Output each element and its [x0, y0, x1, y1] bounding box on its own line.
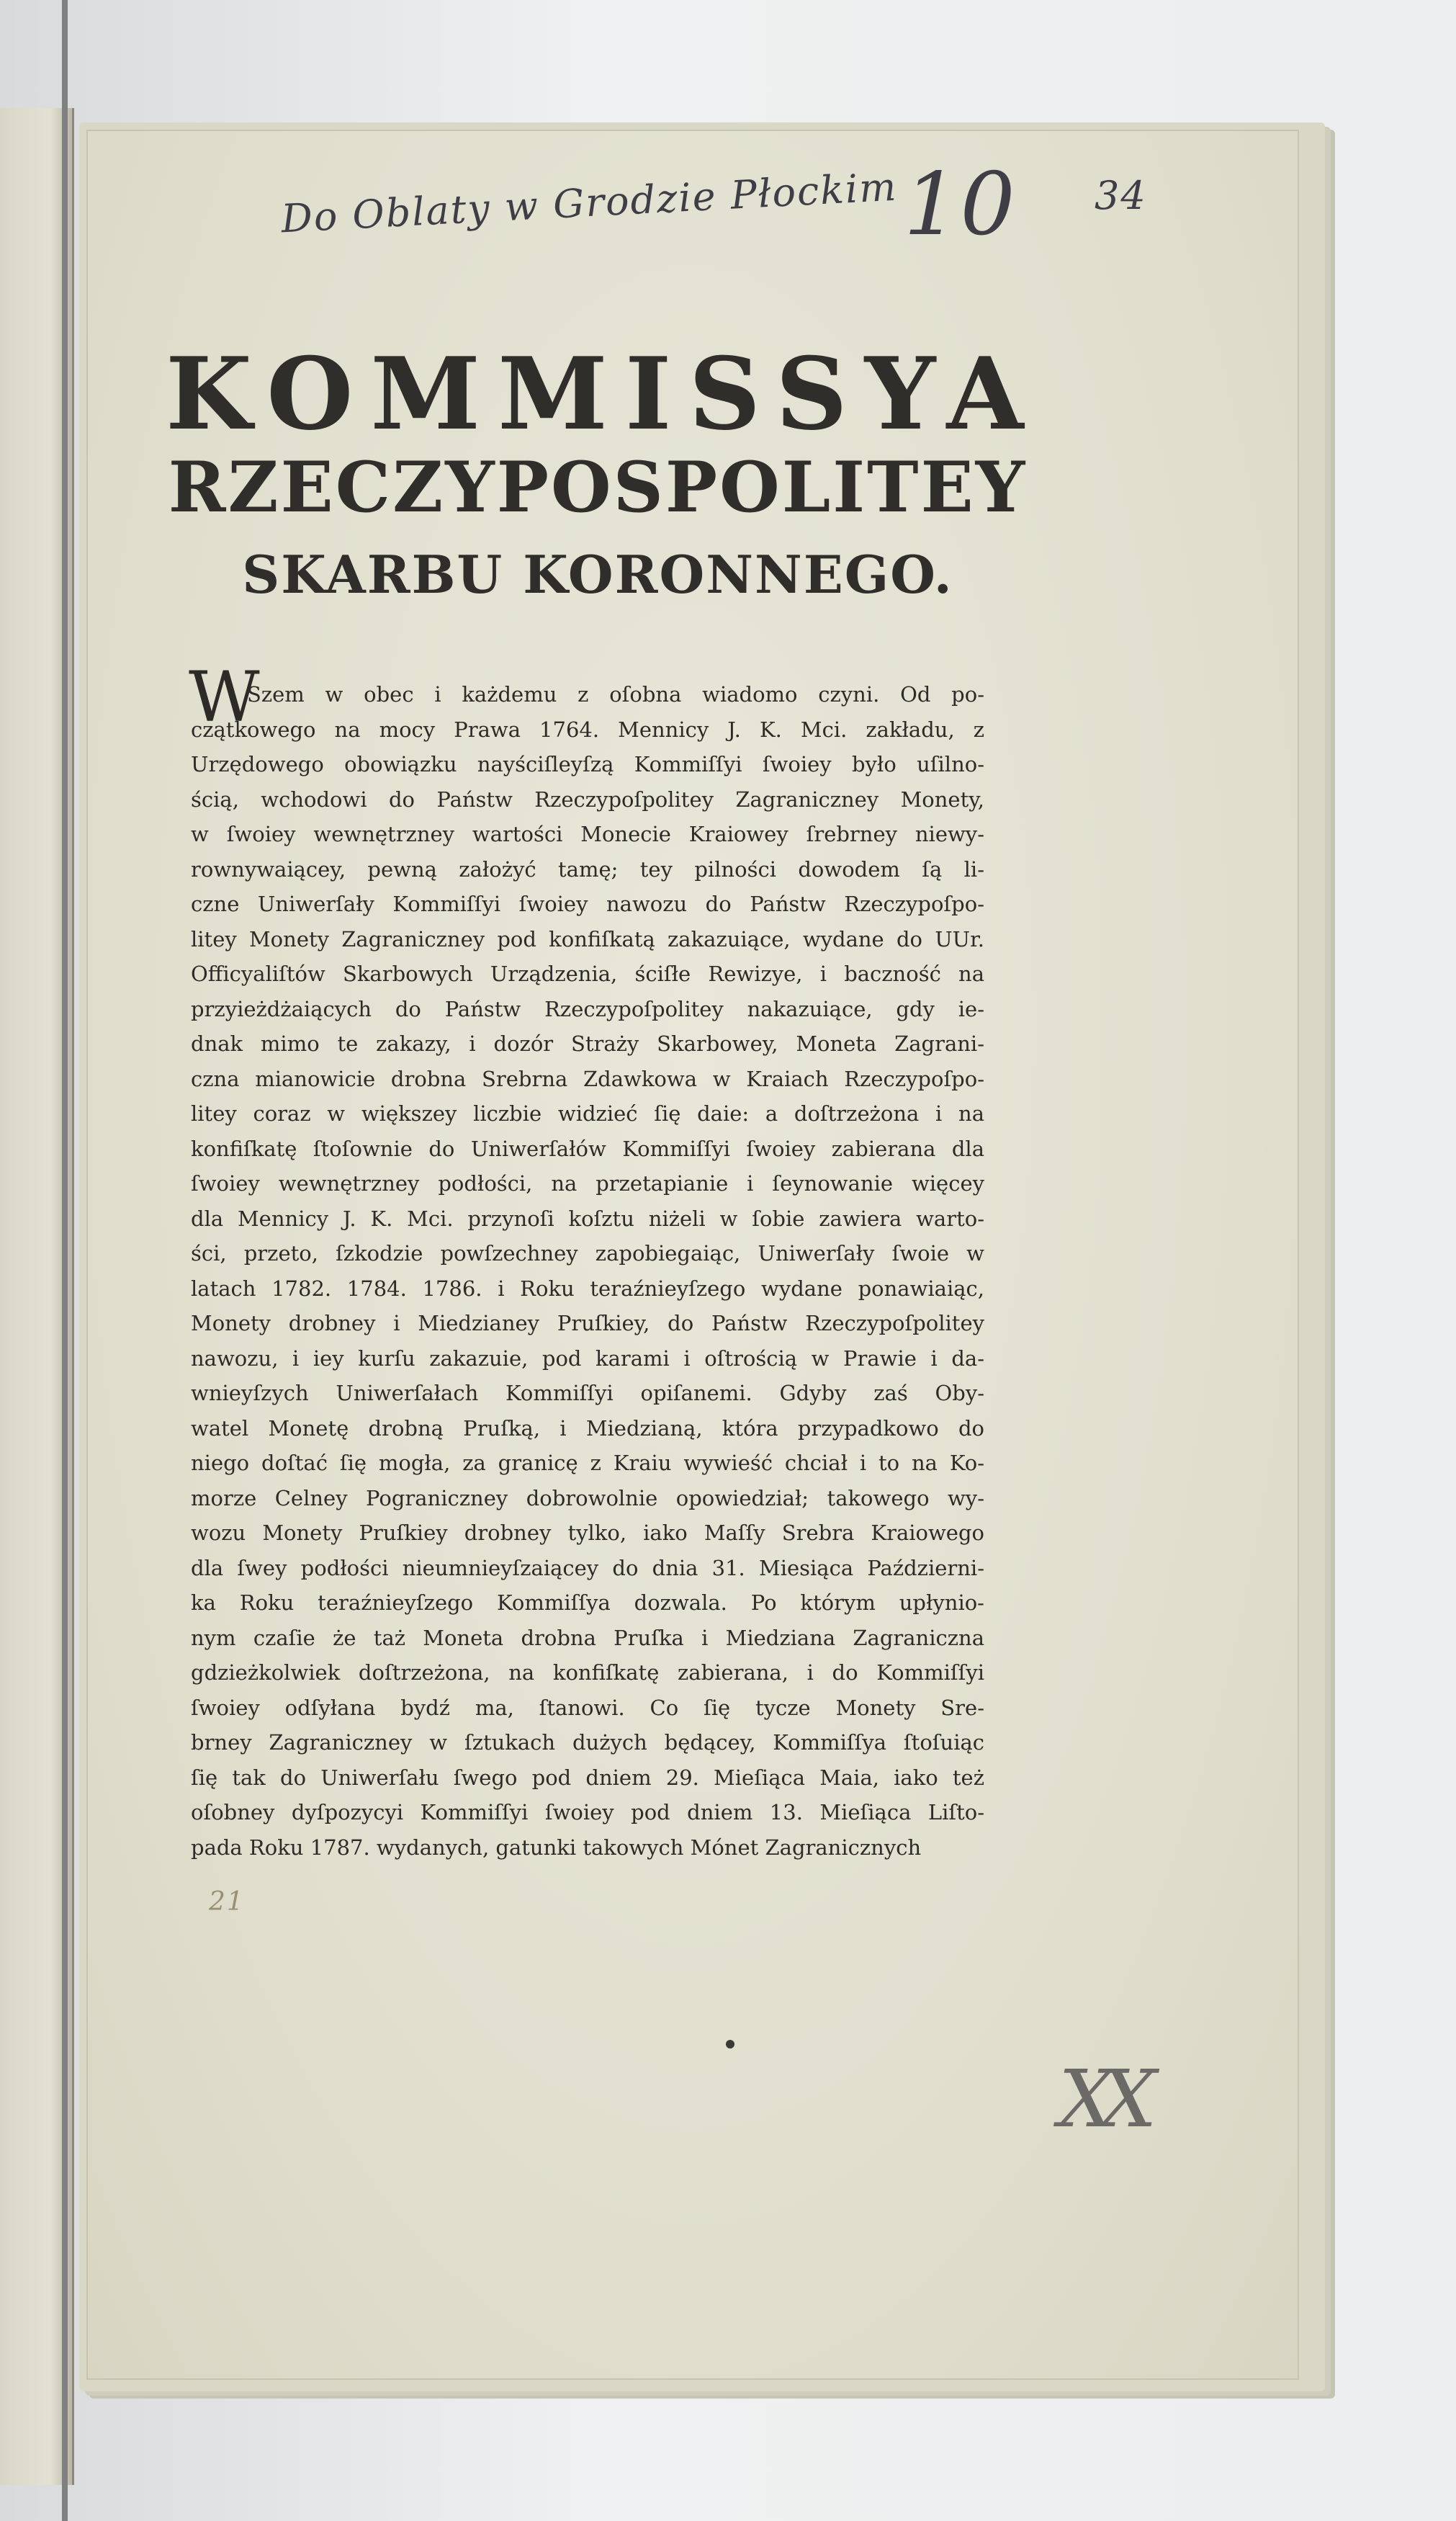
title-kommissya: KOMMISSYA [166, 335, 1041, 452]
body-line: brney Zagraniczney w ſztukach dużych będącey, Kommiſſya ſtoſuiąc [191, 1730, 984, 1755]
handwritten-number: 10 [904, 155, 1017, 255]
handwritten-folio-number: 34 [1095, 173, 1147, 218]
body-line: rownywaiącey, pewną założyć tamę; tey pilności dowodem ſą li- [191, 856, 984, 882]
body-line: ści, przeto, ſzkodzie powſzechney zapobiegaiąc, Uniwerſały ſwoie w [191, 1241, 984, 1266]
body-line: dla Mennicy J. K. Mci. przynoſi koſztu niżeli w ſobie zawiera warto- [191, 1206, 984, 1231]
body-line: oſobney dyſpozycyi Kommiſſyi ſwoiey pod dniem 13. Mieſiąca Liſto- [191, 1800, 984, 1824]
body-line: morze Celney Pograniczney dobrowolnie opowiedział; takowego wy- [191, 1485, 984, 1510]
body-line: nym czaſie że taż Moneta drobna Pruſka i Miedziana Zagraniczna [191, 1625, 984, 1650]
body-line: Szem w obec i każdemu z oſobna wiadomo czyni. Od po- [247, 682, 984, 707]
body-line: gdzieżkolwiek doſtrzeżona, na konfiſkatę zabierana, i do Kommiſſyi [191, 1660, 984, 1685]
body-line: Monety drobney i Miedzianey Pruſkiey, do Państw Rzeczypoſpolitey [191, 1311, 984, 1335]
handwritten-oblata-note: Do Oblaty w Grodzie Płockim [279, 164, 899, 242]
drop-cap-initial: W [189, 657, 260, 738]
body-line: Officyaliſtów Skarbowych Urządzenia, ściſłe Rewizye, i baczność na [191, 962, 984, 986]
binding-spine [62, 0, 68, 2521]
body-line: nawozu, i iey kurſu zakazuie, pod karami i oſtrością w Prawie i da- [191, 1345, 984, 1371]
body-line: w ſwoiey wewnętrzney wartości Monecie Kraiowey ſrebrney niewy- [191, 822, 984, 846]
body-line: litey Monety Zagraniczney pod konfiſkatą zakazuiące, wydane do UUr. [191, 926, 984, 951]
body-line: wnieyſzych Uniwerſałach Kommiſſyi opiſanemi. Gdyby zaś Oby- [191, 1381, 984, 1405]
body-line: konfiſkatę ſtoſownie do Uniwerſałów Kommiſſyi ſwoiey zabierana dla [191, 1136, 984, 1161]
handwritten-page-mark: 21 [209, 1887, 245, 1917]
body-line: ſwoiey wewnętrzney podłości, na przetapianie i ſeynowanie więcey [191, 1171, 984, 1196]
body-line: wozu Monety Pruſkiey drobney tylko, iako Maſſy Srebra Kraiowego [191, 1521, 984, 1545]
body-line: dnak mimo te zakazy, i dozór Straży Skarbowey, Moneta Zagrani- [191, 1031, 984, 1056]
body-line: ścią, wchodowi do Państw Rzeczypoſpolitey Zagraniczney Monety, [191, 787, 984, 812]
body-line: litey coraz w większey liczbie widzieć ſię daie: a doſtrzeżona i na [191, 1101, 984, 1126]
title-rzeczypospolitey: RZECZYPOSPOLITEY [168, 447, 1028, 528]
body-line: Urzędowego obowiązku nayściſleyſzą Kommiſſyi ſwoiey było uſilno- [191, 752, 984, 776]
body-line: watel Monetę drobną Pruſką, i Miedzianą, która przypadkowo do [191, 1415, 984, 1441]
body-line: czne Uniwerſały Kommiſſyi ſwoiey nawozu do Państw Rzeczypoſpo- [191, 892, 984, 916]
body-line: przyieżdżaiących do Państw Rzeczypoſpolitey nakazuiące, gdy ie- [191, 996, 984, 1021]
ink-dot [726, 2040, 734, 2048]
body-line: latach 1782. 1784. 1786. i Roku teraźnieyſzego wydane ponawiaiąc, [191, 1276, 984, 1301]
proclamation-body-text [191, 677, 984, 1865]
body-line: niego doſtać ſię mogła, za granicę z Kraiu wywieść chciał i to na Ko- [191, 1451, 984, 1475]
body-line: dla ſwey podłości nieumnieyſzaiącey do dnia 31. Miesiąca Październi- [191, 1555, 984, 1580]
body-line: czna mianowicie drobna Srebrna Zdawkowa w Kraiach Rzeczypoſpo- [191, 1066, 984, 1091]
body-line: pada Roku 1787. wydanych, gatunki takowych Mónet Zagranicznych [191, 1835, 922, 1860]
body-line: czątkowego na mocy Prawa 1764. Mennicy J. K. Mci. zakładu, z [191, 717, 984, 742]
body-line: ſwoiey odſyłana bydź ma, ſtanowi. Co ſię tycze Monety Sre- [191, 1695, 984, 1720]
body-line: ſię tak do Uniwerſału ſwego pod dniem 29. Mieſiąca Maia, iako też [191, 1765, 984, 1790]
handwritten-xx-mark: XX [1059, 2053, 1143, 2145]
title-skarbu-koronnego: SKARBU KORONNEGO. [242, 544, 953, 605]
body-line: ka Roku teraźnieyſzego Kommiſſya dozwala. Po którym upłynio- [191, 1590, 984, 1615]
